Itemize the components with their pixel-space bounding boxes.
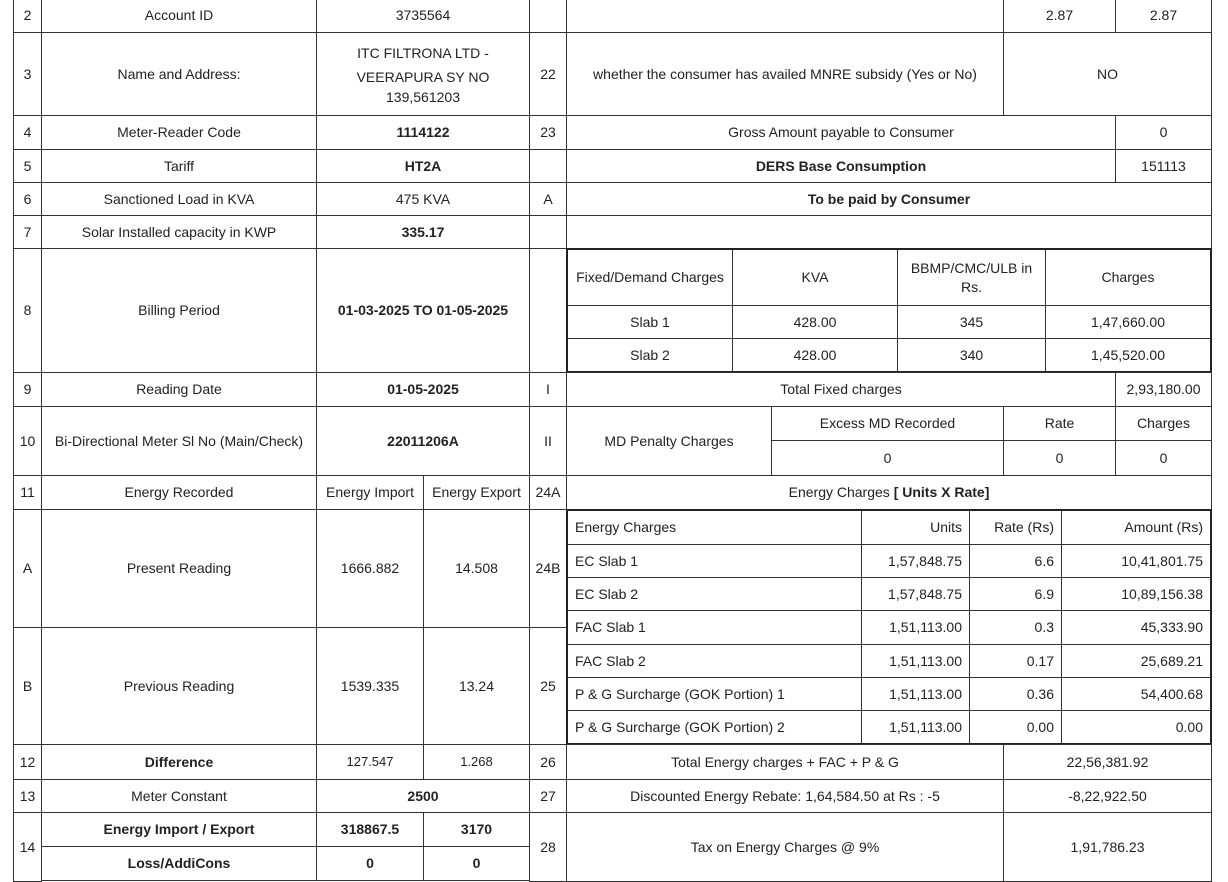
- difference-label: Difference: [41, 744, 317, 780]
- energy-row-name: EC Slab 1: [567, 544, 862, 578]
- energy-row-units: 1,51,113.00: [861, 677, 970, 711]
- md-excess-header: Excess MD Recorded: [771, 406, 1004, 441]
- energy-row-rate: 6.6: [969, 544, 1062, 578]
- row-no: 3: [13, 32, 42, 116]
- sanctioned-load-value: 475 KVA: [316, 182, 530, 216]
- to-be-paid-label: To be paid by Consumer: [566, 182, 1212, 216]
- row-no-empty: [529, 215, 567, 249]
- previous-reading-label: Previous Reading: [41, 627, 317, 745]
- meter-constant-value: 2500: [316, 779, 530, 813]
- present-import: 1666.882: [316, 509, 424, 628]
- present-reading-label: Present Reading: [41, 509, 317, 628]
- row-no: 12: [13, 744, 42, 780]
- address-line: VEERAPURA SY NO: [356, 68, 490, 85]
- row-no: A: [529, 182, 567, 216]
- energy-row-amount: 10,41,801.75: [1061, 544, 1211, 578]
- blank-cell: [566, 0, 1004, 33]
- row-no: 24A: [529, 475, 567, 510]
- gross-label: Gross Amount payable to Consumer: [566, 115, 1116, 150]
- row-no: 6: [13, 182, 42, 216]
- mnre-value: NO: [1003, 32, 1212, 116]
- row-no: 13: [13, 779, 42, 813]
- solar-capacity-label: Solar Installed capacity in KWP: [41, 215, 317, 249]
- tax-label: Tax on Energy Charges @ 9%: [566, 812, 1004, 882]
- row-no-empty: [529, 0, 567, 33]
- row-no: 4: [13, 115, 42, 150]
- fixed-slab-kva: 428.00: [732, 338, 898, 372]
- row-no-empty: [529, 149, 567, 183]
- energy-row-units: 1,51,113.00: [861, 644, 970, 678]
- billing-period-value: 01-03-2025 TO 01-05-2025: [316, 248, 530, 373]
- row-no: 8: [13, 248, 42, 373]
- row-no: 26: [529, 744, 567, 780]
- row-no: B: [13, 627, 42, 745]
- address-line: 139,561203: [386, 89, 460, 106]
- energy-ie-import: 318867.5: [316, 812, 424, 847]
- md-charges-value: 0: [1115, 440, 1212, 476]
- energy-row-rate: 6.9: [969, 577, 1062, 611]
- fixed-header: BBMP/CMC/ULB in Rs.: [897, 249, 1046, 306]
- fixed-table-border: [566, 248, 1212, 373]
- rebate-label: Discounted Energy Rebate: 1,64,584.50 at Rs : -5: [566, 779, 1004, 813]
- total-energy-value: 22,56,381.92: [1003, 744, 1212, 780]
- meter-sl-label: Bi-Directional Meter Sl No (Main/Check): [41, 406, 317, 476]
- fixed-slab-kva: 428.00: [732, 305, 898, 339]
- sanctioned-load-label: Sanctioned Load in KVA: [41, 182, 317, 216]
- energy-header: Energy Charges: [567, 510, 862, 545]
- md-charges-header: Charges: [1115, 406, 1212, 441]
- present-export: 14.508: [423, 509, 530, 628]
- energy-row-units: 1,57,848.75: [861, 577, 970, 611]
- row-no: 14: [13, 812, 42, 882]
- energy-recorded-label: Energy Recorded: [41, 475, 317, 510]
- energy-export-header: Energy Export: [423, 475, 530, 510]
- md-rate-value: 0: [1003, 440, 1116, 476]
- row-no: A: [13, 509, 42, 628]
- energy-row-amount: 0.00: [1061, 710, 1211, 744]
- fixed-slab-name: Slab 2: [567, 338, 733, 372]
- meter-reader-value: 1114122: [316, 115, 530, 150]
- row-no-empty: [529, 248, 567, 373]
- loss-add-export: 0: [423, 846, 530, 881]
- rebate-value: -8,22,922.50: [1003, 779, 1212, 813]
- energy-header: Rate (Rs): [969, 510, 1062, 545]
- energy-row-rate: 0.3: [969, 610, 1062, 645]
- energy-row-rate: 0.36: [969, 677, 1062, 711]
- energy-row-name: FAC Slab 2: [567, 644, 862, 678]
- energy-row-name: FAC Slab 1: [567, 610, 862, 645]
- reading-date-label: Reading Date: [41, 372, 317, 407]
- previous-export: 13.24: [423, 627, 530, 745]
- row-no: I: [529, 372, 567, 407]
- fixed-slab-name: Slab 1: [567, 305, 733, 339]
- md-rate-header: Rate: [1003, 406, 1116, 441]
- row-no: 2: [13, 0, 42, 33]
- tax-value: 1,91,786.23: [1003, 812, 1212, 882]
- energy-ie-export: 3170: [423, 812, 530, 847]
- solar-capacity-value: 335.17: [316, 215, 530, 249]
- energy-row-name: EC Slab 2: [567, 577, 862, 611]
- row-no: II: [529, 406, 567, 476]
- fixed-slab-rate: 345: [897, 305, 1046, 339]
- energy-row-amount: 10,89,156.38: [1061, 577, 1211, 611]
- fixed-header: Fixed/Demand Charges: [567, 249, 733, 306]
- reading-date-value: 01-05-2025: [316, 372, 530, 407]
- fixed-header: KVA: [732, 249, 898, 306]
- fixed-header: Charges: [1045, 249, 1211, 306]
- loss-add-import: 0: [316, 846, 424, 881]
- energy-header: Units: [861, 510, 970, 545]
- account-id-value: 3735564: [316, 0, 530, 33]
- blank-cell: [566, 215, 1212, 249]
- row-no: 27: [529, 779, 567, 813]
- energy-row-amount: 25,689.21: [1061, 644, 1211, 678]
- energy-row-name: P & G Surcharge (GOK Portion) 1: [567, 677, 862, 711]
- energy-charges-title: [566, 475, 1212, 510]
- top-value-2: 2.87: [1115, 0, 1212, 33]
- gross-value: 0: [1115, 115, 1212, 150]
- fixed-slab-charges: 1,47,660.00: [1045, 305, 1211, 339]
- row-no: 9: [13, 372, 42, 407]
- energy-row-units: 1,57,848.75: [861, 544, 970, 578]
- energy-row-name: P & G Surcharge (GOK Portion) 2: [567, 710, 862, 744]
- energy-table-border: [566, 509, 1212, 745]
- energy-row-units: 1,51,113.00: [861, 610, 970, 645]
- meter-sl-value: 22011206A: [316, 406, 530, 476]
- tariff-value: HT2A: [316, 149, 530, 183]
- ders-label: DERS Base Consumption: [566, 149, 1116, 183]
- row-no: 10: [13, 406, 42, 476]
- ders-value: 151113: [1115, 149, 1212, 183]
- top-value-1: 2.87: [1003, 0, 1116, 33]
- md-excess-value: 0: [771, 440, 1004, 476]
- difference-export: 1.268: [423, 744, 530, 780]
- row-no: 25: [529, 627, 567, 745]
- row-no: 5: [13, 149, 42, 183]
- fixed-slab-rate: 340: [897, 338, 1046, 372]
- energy-row-rate: 0.00: [969, 710, 1062, 744]
- row-no: 22: [529, 32, 567, 116]
- row-no: 11: [13, 475, 42, 510]
- billing-period-label: Billing Period: [41, 248, 317, 373]
- row-no: 24B: [529, 509, 567, 628]
- meter-constant-label: Meter Constant: [41, 779, 317, 813]
- energy-row-amount: 45,333.90: [1061, 610, 1211, 645]
- energy-row-amount: 54,400.68: [1061, 677, 1211, 711]
- mnre-label: whether the consumer has availed MNRE subsidy (Yes or No): [566, 32, 1004, 116]
- loss-add-label: Loss/AddiCons: [41, 846, 317, 881]
- row-no: 23: [529, 115, 567, 150]
- energy-charges-title-bold: [ Units X Rate]: [893, 484, 990, 501]
- previous-import: 1539.335: [316, 627, 424, 745]
- total-fixed-value: 2,93,180.00: [1115, 372, 1212, 407]
- total-energy-label: Total Energy charges + FAC + P & G: [566, 744, 1004, 780]
- address-line: ITC FILTRONA LTD -: [357, 44, 489, 61]
- energy-header: Amount (Rs): [1061, 510, 1211, 545]
- energy-import-header: Energy Import: [316, 475, 424, 510]
- energy-charges-title-text: Energy Charges: [788, 484, 890, 501]
- fixed-slab-charges: 1,45,520.00: [1045, 338, 1211, 372]
- energy-row-units: 1,51,113.00: [861, 710, 970, 744]
- name-address-label: Name and Address:: [41, 32, 317, 116]
- account-id-label: Account ID: [41, 0, 317, 33]
- tariff-label: Tariff: [41, 149, 317, 183]
- md-penalty-label: MD Penalty Charges: [566, 406, 772, 476]
- energy-row-rate: 0.17: [969, 644, 1062, 678]
- meter-reader-label: Meter-Reader Code: [41, 115, 317, 150]
- row-no: 7: [13, 215, 42, 249]
- energy-ie-label: Energy Import / Export: [41, 812, 317, 847]
- total-fixed-label: Total Fixed charges: [566, 372, 1116, 407]
- row-no: 28: [529, 812, 567, 882]
- name-address-value: [316, 32, 530, 116]
- difference-import: 127.547: [316, 744, 424, 780]
